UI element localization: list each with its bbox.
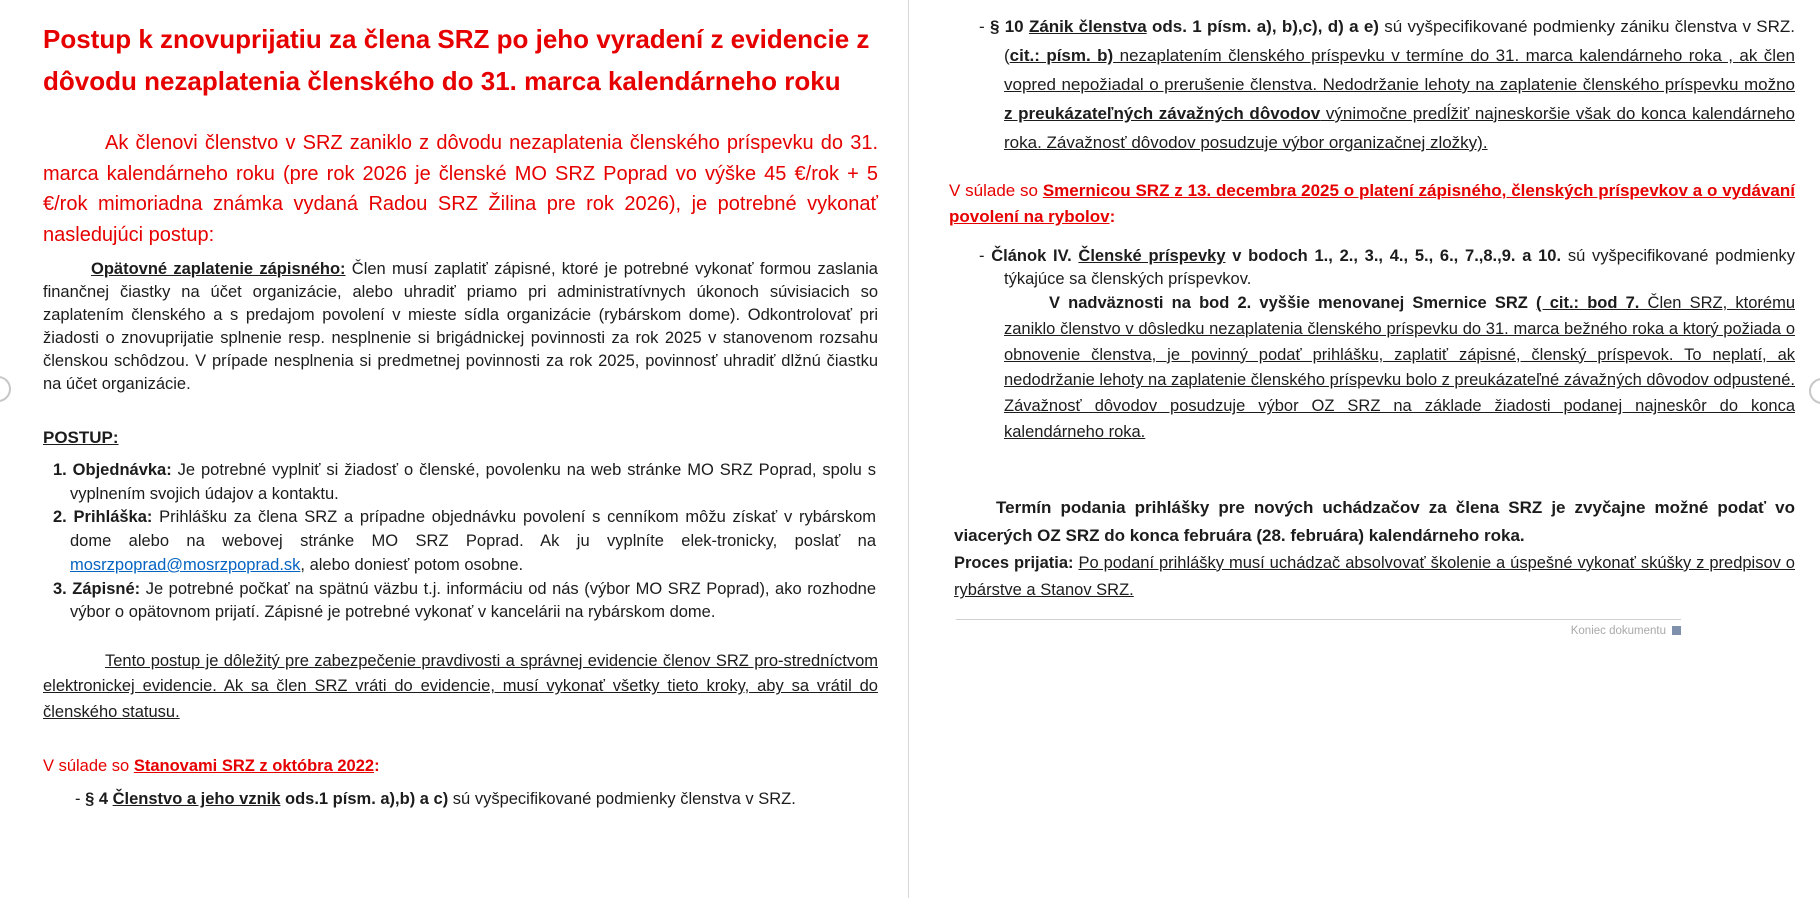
text-segment: V súlade so [43,757,134,776]
intro-paragraph [43,128,878,250]
text-segment: z preukázateľných závažných dôvodov [1004,104,1321,123]
text-segment: Je potrebné vyplniť si žiadosť o členské, povolenku na web stránke MO SRZ Poprad, spolu s vyplnením svojich údajov a kontaktu. [70,461,876,503]
text-segment: Opätovné zaplatenie zápisného: [91,260,346,278]
deadline-paragraph [954,494,1795,550]
follow-up-paragraph [1004,291,1795,446]
paragraph-4-bullet [75,785,878,813]
text-segment: ( cit.: bod 7. [1536,294,1640,312]
text-segment: Po podaní prihlášky musí uchádzač absolvovať školenie a úspešné vykonať skúšky z predpisov o rybárstve a Stanov SRZ. [954,553,1795,600]
text-segment: V nadväznosti na bod 2. vyššie menovanej Smernice SRZ [1049,294,1537,312]
list-item-fee [53,578,878,625]
text-segment: 3. Zápisné: [53,579,146,598]
text-segment: - [979,17,990,36]
page-2-content [949,12,1795,605]
text-segment: Členstvo a jeho vznik [112,790,281,809]
text-segment: 2. Prihláška: [53,508,160,527]
page-1-content [43,18,878,813]
text-segment: , alebo doniesť potom osobne. [300,555,524,574]
text-segment: Článok IV. [991,247,1079,265]
text-segment: : [1109,207,1116,226]
page-2 [909,0,1820,898]
text-segment: Termín podania prihlášky pre nových uchádzačov za člena SRZ je zvyčajne možné podať vo viacerých OZ SRZ do konca februára (28. februára) kalendárneho roka. [954,497,1795,545]
text-segment: v bodoch 1., 2., 3., 4., 5., 6., 7.,8.,9. a 10. [1225,247,1562,265]
text-segment: : [374,757,380,776]
end-of-document-label: Koniec dokumentu [1570,624,1666,637]
text-segment: Smernicou SRZ z 13. decembra 2025 o platení zápisného, členských príspevkov a o vydávaní povolení na rybolov [949,181,1795,226]
end-of-document-row [949,625,1681,637]
list-item-order [53,459,878,506]
paragraph-10-bullet [979,12,1795,157]
text-segment: - [75,790,86,809]
text-segment: Člen musí zaplatiť zápisné, ktoré je potrebné vykonať formou zaslania finančnej čiastky na účet organizácie, alebo uhradiť priamo pri administratívnych úkonoch súvisiacich so zaplatením členského a s predajom povolení v mieste sídla organizácie (rybárskom dome). Odkontrolovať pri žiadosti o znovuprijatie splnenie resp. nesplnenie si brigádnickej povinnosti za rok 2025 v stanovenom rozsahu členskou schôdzou. V prípade nesplnenia si predmetnej povinnosti za rok 2025, povinnosť uhradiť dlžnú čiastku na účet organizácie. [43,260,878,393]
postup-heading [43,426,878,449]
text-segment: Prihlášku za člena SRZ a prípadne objednávku povolení s cenníkom môžu získať v rybárskom dome alebo na webovej stránke MO SRZ Poprad. Ak ju vyplníte elek-tronicky, poslať na [70,508,876,551]
text-segment: sú vyšpecifikované podmienky členstva v SRZ. [448,790,796,809]
text-segment: výnimočne predĺžiť najneskoršie však do konca kalendárneho roka. Závažnosť dôvodov posudzuje výbor organizačnej zložky). [1004,104,1795,152]
end-of-document-icon [1672,626,1681,635]
text-segment: Zánik členstva [1028,17,1147,36]
repayment-paragraph [43,258,878,396]
statutes-reference-line [43,755,878,777]
importance-paragraph [43,649,878,726]
text-segment: Stanovami SRZ z októbra 2022 [133,757,375,776]
email-link[interactable]: mosrzpoprad@mosrzpoprad.sk [70,555,301,574]
text-segment: Je potrebné počkať na spätnú väzbu t.j. informáciu od nás (výbor MO SRZ Poprad), ako rozhodne výbor o opätovnom prijatí. Zápisné je potrebné vykonať v kancelárii na rybárskom dome. [70,579,876,622]
text-segment: Tento postup je dôležitý pre zabezpečenie pravdivosti a správnej evidencie členov SRZ pro-stredníctvom elektronickej evidencie. Ak sa člen SRZ vráti do evidencie, musí vykonať všetky tieto kroky, aby sa vrátil do členského statusu. [43,651,878,721]
text-segment: ods.1 písm. a),b) a c) [280,790,449,809]
page-1 [0,0,908,898]
text-segment: nezaplatením členského príspevku v termíne do 31. marca kalendárneho roka , ak člen vopred nepožiadal o prerušenie členstva. Nedodržanie lehoty na zaplatenie členského príspevku možno [1004,46,1795,94]
text-segment: 1. Objednávka: [53,461,178,479]
text-segment: cit.: písm. b) [1009,46,1114,65]
text-segment: ods. 1 písm. a), b),c), d) a e) [1146,17,1379,36]
text-segment: sú vyšpecifikované podmienky zániku členstva v SRZ. ( [1004,17,1795,65]
text-segment: § 4 [85,790,113,809]
text-segment: Ak členovi členstvo v SRZ zaniklo z dôvodu nezaplatenia členského príspevku do 31. marca kalendárneho roku (pre rok 2026 je členské MO SRZ Poprad vo výške 45 €/rok + 5 €/rok mimoriadna známka vydaná Radou SRZ Žilina pre rok 2026), je potrebné vykonať nasledujúci postup: [43,132,878,246]
article-4-bullet [979,245,1796,291]
end-of-document-divider [956,619,1681,620]
text-segment: § 10 [989,17,1029,36]
list-item-application [53,506,878,577]
text-segment: Členské príspevky [1078,247,1226,265]
text-segment: Člen SRZ, ktorému zaniklo členstvo v dôsledku nezaplatenia členského príspevku do 31. marca bežného roka a ktorý požiada o obnovenie členstva, je povinný podať prihlášku, zaplatiť zápisné, členský príspevok. To neplatí, ak nedodržanie lehoty na zaplatenie členského príspevku bolo z preukázateľné závažných dôvodov odpustené. Závažnosť dôvodov posudzuje výbor OZ SRZ na základe žiadosti podanej najneskôr do konca kalendárneho roka. [1004,294,1795,441]
directive-reference-heading [949,178,1795,230]
text-segment: sú vyšpecifikované podmienky týkajúce sa členských príspevkov. [1004,247,1796,288]
text-segment: - [979,247,992,265]
text-segment: V súlade so [949,181,1043,200]
text-segment: POSTUP: [43,428,119,447]
text-segment: Proces prijatia: [954,553,1079,572]
text-segment: Postup k znovuprijatiu za člena SRZ po jeho vyradení z evidencie z dôvodu nezaplatenia členského do 31. marca kalendárneho roku [43,24,870,96]
document-title [43,18,878,102]
admission-process-paragraph [954,550,1795,605]
